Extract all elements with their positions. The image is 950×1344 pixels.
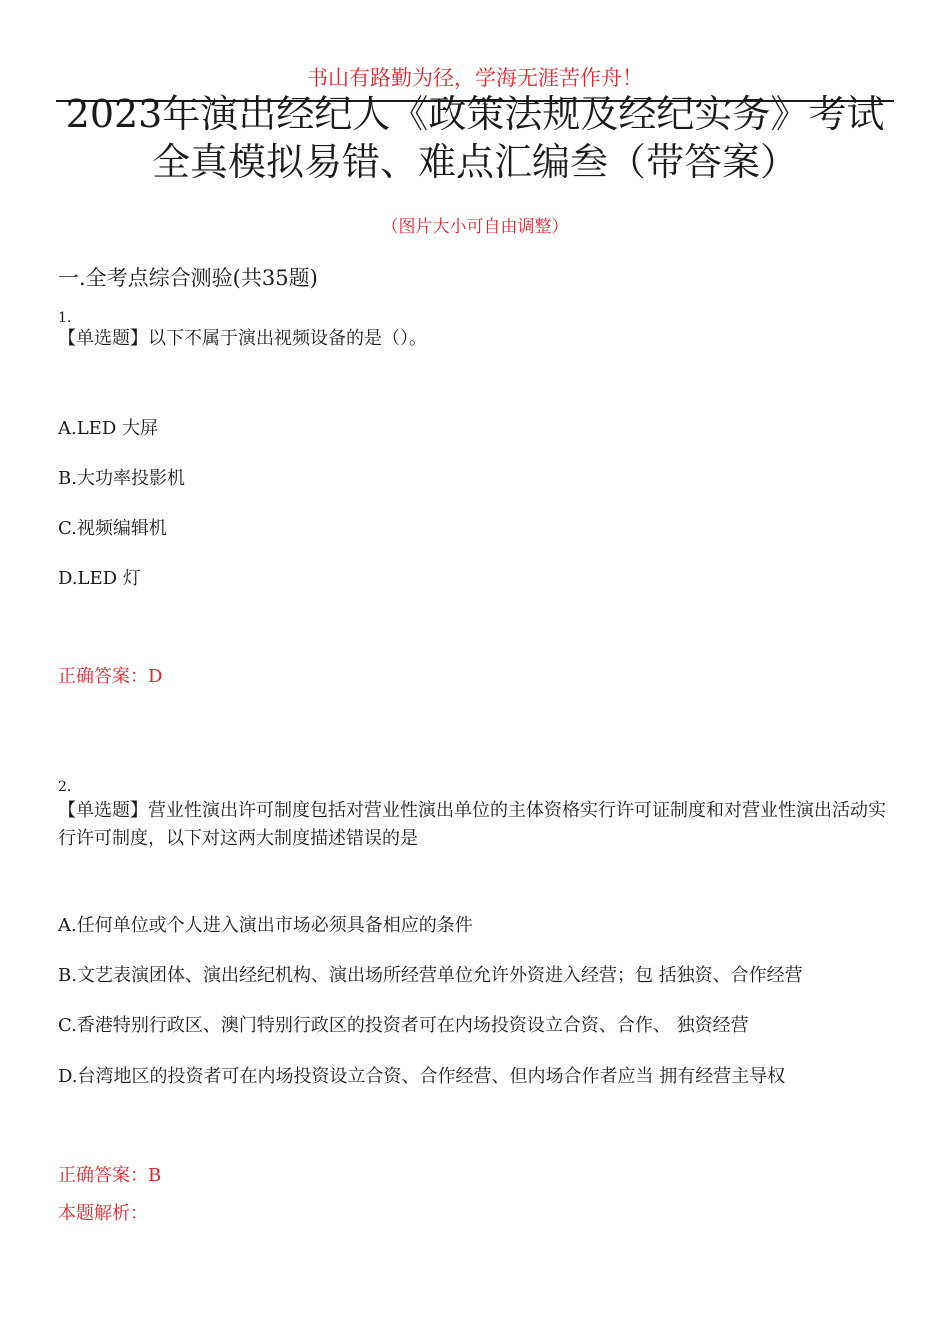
question-2-answer: 正确答案：B (58, 1165, 162, 1186)
question-1-option-a: A.LED 大屏 (58, 418, 158, 439)
section-heading: 一.全考点综合测验(共35题) (58, 266, 318, 290)
question-2-analysis-label: 本题解析： (58, 1203, 148, 1224)
document-title-line-1: 2023年演出经纪人《政策法规及经纪实务》考试 (65, 92, 885, 136)
question-1-stem: 【单选题】以下不属于演出视频设备的是（）。 (58, 328, 427, 349)
question-1-option-b: B.大功率投影机 (58, 468, 185, 489)
question-2-option-c: C.香港特别行政区、澳门特别行政区的投资者可在内场投资设立合资、合作、 独资经营 (58, 1015, 749, 1036)
title-strike-rule (56, 100, 894, 102)
question-2-stem: 【单选题】营业性演出许可制度包括对营业性演出单位的主体资格实行许可证制度和对营业性演出活动实行许可制度，以下对这两大制度描述错误的是 (58, 800, 886, 849)
question-2-option-d: D.台湾地区的投资者可在内场投资设立合资、合作经营、但内场合作者应当 拥有经营主导权 (58, 1066, 786, 1087)
question-2-number: 2. (58, 779, 72, 795)
document-title-line-2: 全真模拟易错、难点汇编叁（带答案） (151, 140, 798, 184)
question-1-option-d: D.LED 灯 (58, 568, 141, 589)
question-1-answer: 正确答案：D (58, 666, 163, 687)
question-2-option-a: A.任何单位或个人进入演出市场必须具备相应的条件 (58, 915, 473, 936)
motto-line: 书山有路勤为径，学海无涯苦作舟！ (307, 66, 643, 90)
image-size-note: （图片大小可自由调整） (381, 217, 569, 237)
question-1-number: 1. (58, 310, 72, 326)
question-2-option-b: B.文艺表演团体、演出经纪机构、演出场所经营单位允许外资进入经营；包 括独资、合作经营 (58, 965, 803, 986)
question-1-option-c: C.视频编辑机 (58, 518, 167, 539)
